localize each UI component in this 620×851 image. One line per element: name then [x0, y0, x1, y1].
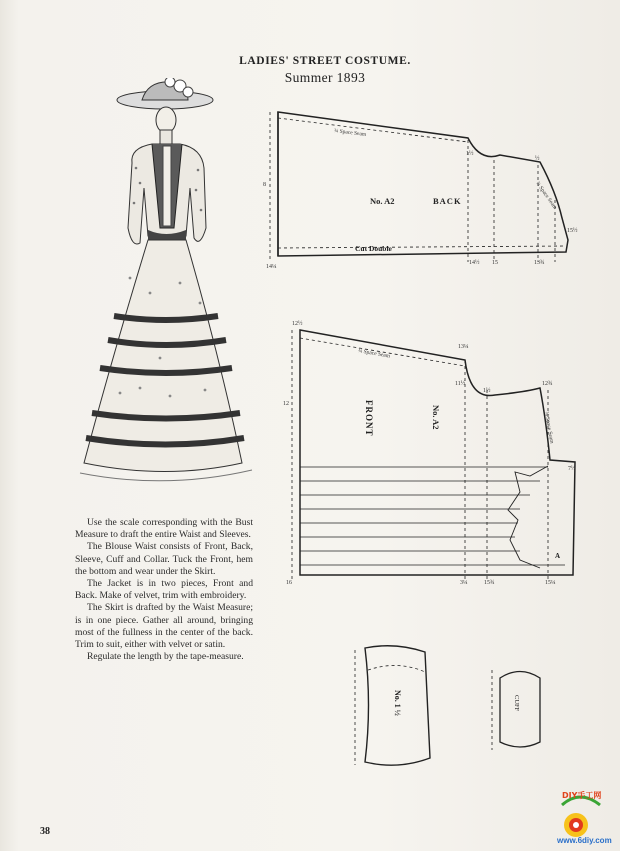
instruction-paragraph: The Blouse Waist consists of Front, Back, Sleeve, Cuff and Collar. Tuck the Front, hem the bottom and wear under the Skirt.	[75, 541, 253, 577]
front-mark: 15¾	[484, 580, 495, 586]
front-side-seam-label: ¾ Space Seam	[543, 411, 555, 445]
back-mark: 15	[492, 260, 498, 266]
front-mark: 7½	[568, 466, 576, 472]
instruction-paragraph: The Skirt is drafted by the Waist Measure; is in one piece. Gather all around, bringing most of the fullness in the center of the back. Trim to suit, either with velvet or satin.	[75, 602, 253, 651]
front-corner-label: A	[555, 552, 561, 560]
page-number: 38	[40, 826, 50, 837]
instruction-paragraph: Use the scale corresponding with the Bust Measure to draft the entire Waist and Sleeves.	[75, 517, 253, 541]
back-side-seam-label: ¾ Space Seam	[534, 180, 558, 211]
back-mark: ½	[535, 156, 540, 162]
front-pattern-piece	[292, 330, 575, 580]
front-mark: 3¼	[460, 580, 468, 586]
back-piece-name: BACK	[433, 196, 462, 206]
front-mark: 11½	[455, 381, 466, 387]
watermark-url: www.6diy.com	[557, 836, 612, 845]
front-mark: 13¼	[458, 344, 469, 350]
back-mark: 15½	[567, 228, 578, 234]
back-top-seam-label: ¾ Space Seam	[333, 128, 367, 138]
sleeve-piece-label: No. 1 ½	[393, 690, 402, 716]
back-mark: 13¾	[534, 260, 545, 266]
front-mark: 12¾	[542, 381, 553, 387]
front-mark: 16	[286, 580, 292, 586]
collar-piece-label: CUFF	[513, 695, 520, 712]
page-title: LADIES' STREET COSTUME.	[239, 55, 411, 67]
back-fold-label: Cut Double	[355, 244, 392, 253]
front-mark: 12	[283, 401, 289, 407]
back-piece-number: No. A2	[370, 196, 395, 206]
front-mark: 15¼	[545, 580, 556, 586]
back-mark: 14½	[469, 260, 480, 266]
back-mark: 8	[263, 182, 266, 188]
page-subtitle: Summer 1893	[284, 70, 366, 85]
sleeve-pattern-piece	[355, 646, 430, 765]
front-piece-number: No. A2	[431, 405, 441, 430]
front-mark: 1½	[483, 388, 491, 394]
back-mark: 1½	[466, 151, 474, 157]
front-piece-name: FRONT	[364, 400, 374, 437]
front-top-seam-label: ¾ Space Seam	[357, 348, 391, 360]
instruction-paragraph: Regulate the length by the tape-measure.	[87, 651, 244, 663]
watermark-text: DIY手工网	[562, 791, 602, 800]
instruction-paragraph: The Jacket is in two pieces, Front and Back. Make of velvet, trim with embroidery.	[75, 578, 253, 602]
back-mark: 14¼	[266, 264, 277, 270]
front-mark: 12½	[292, 321, 303, 327]
back-pattern-piece	[270, 112, 568, 262]
